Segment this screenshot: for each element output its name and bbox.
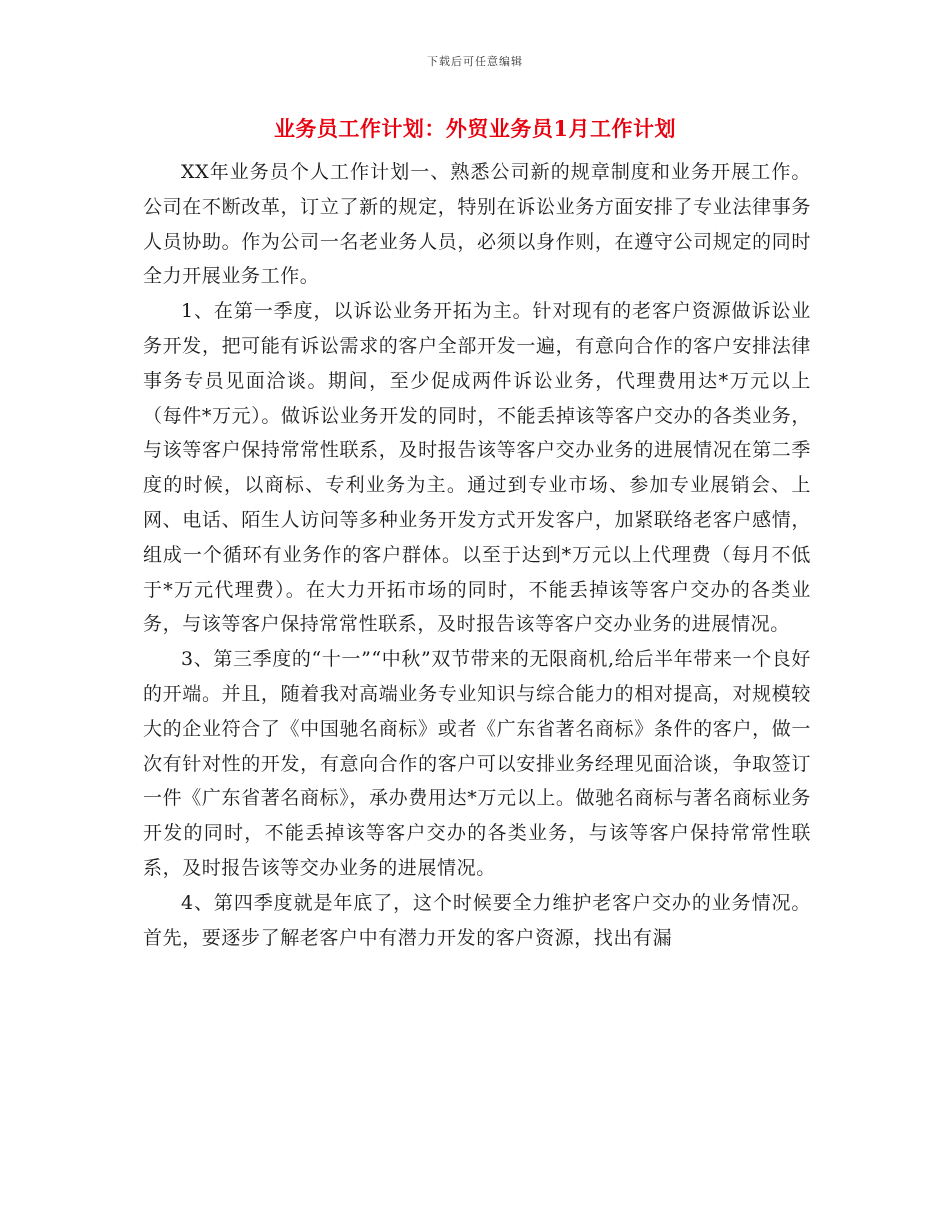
paragraph-q3: 3、第三季度的“十一”“中秋”双节带来的无限商机,给后半年带来一个良好的开端。并且，随着我对高端业务专业知识与综合能力的相对提高，对规模较大的企业符合了《中国驰名商标》或者《广东省著名商标》条件的客户，做一次有针对性的开发，有意向合作的客户可以安排业务经理见面洽谈，争取签订一件《广东省著名商标》，承办费用达*万元以上。做驰名商标与著名商标业务开发的同时，不能丢掉该等客户交办的各类业务，与该等客户保持常常性联系，及时报告该等交办业务的进展情况。 <box>143 648 811 879</box>
header-note: 下载后可任意编辑 <box>427 55 523 68</box>
paragraph-q1-q2: 1、在第一季度，以诉讼业务开拓为主。针对现有的老客户资源做诉讼业务开发，把可能有诉讼需求的客户全部开发一遍，有意向合作的客户安排法律事务专员见面洽谈。期间，至少促成两件诉讼业务，代理费用达*万元以上（每件*万元）。做诉讼业务开发的同时，不能丢掉该等客户交办的各类业务，与该等客户保持常常性联系，及时报告该等客户交办业务的进展情况在第二季度的时候，以商标、专利业务为主。通过到专业市场、参加专业展销会、上网、电话、陌生人访问等多种业务开发方式开发客户，加紧联络老客户感情，组成一个循环有业务作的客户群体。以至于达到*万元以上代理费（每月不低于*万元代理费）。在大力开拓市场的同时，不能丢掉该等客户交办的各类业务，与该等客户保持常常性联系，及时报告该等客户交办业务的进展情况。 <box>143 300 811 636</box>
paragraph-q4: 4、第四季度就是年底了，这个时候要全力维护老客户交办的业务情况。首先，要逐步了解老客户中有潜力开发的客户资源，找出有漏 <box>143 891 811 949</box>
document-title: 业务员工作计划：外贸业务员1月工作计划 <box>273 116 677 141</box>
document-body <box>143 155 811 955</box>
paragraph-intro: XX年业务员个人工作计划一、熟悉公司新的规章制度和业务开展工作。公司在不断改革，订立了新的规定，特别在诉讼业务方面安排了专业法律事务人员协助。作为公司一名老业务人员，必须以身作则，在遵守公司规定的同时全力开展业务工作。 <box>143 161 811 288</box>
